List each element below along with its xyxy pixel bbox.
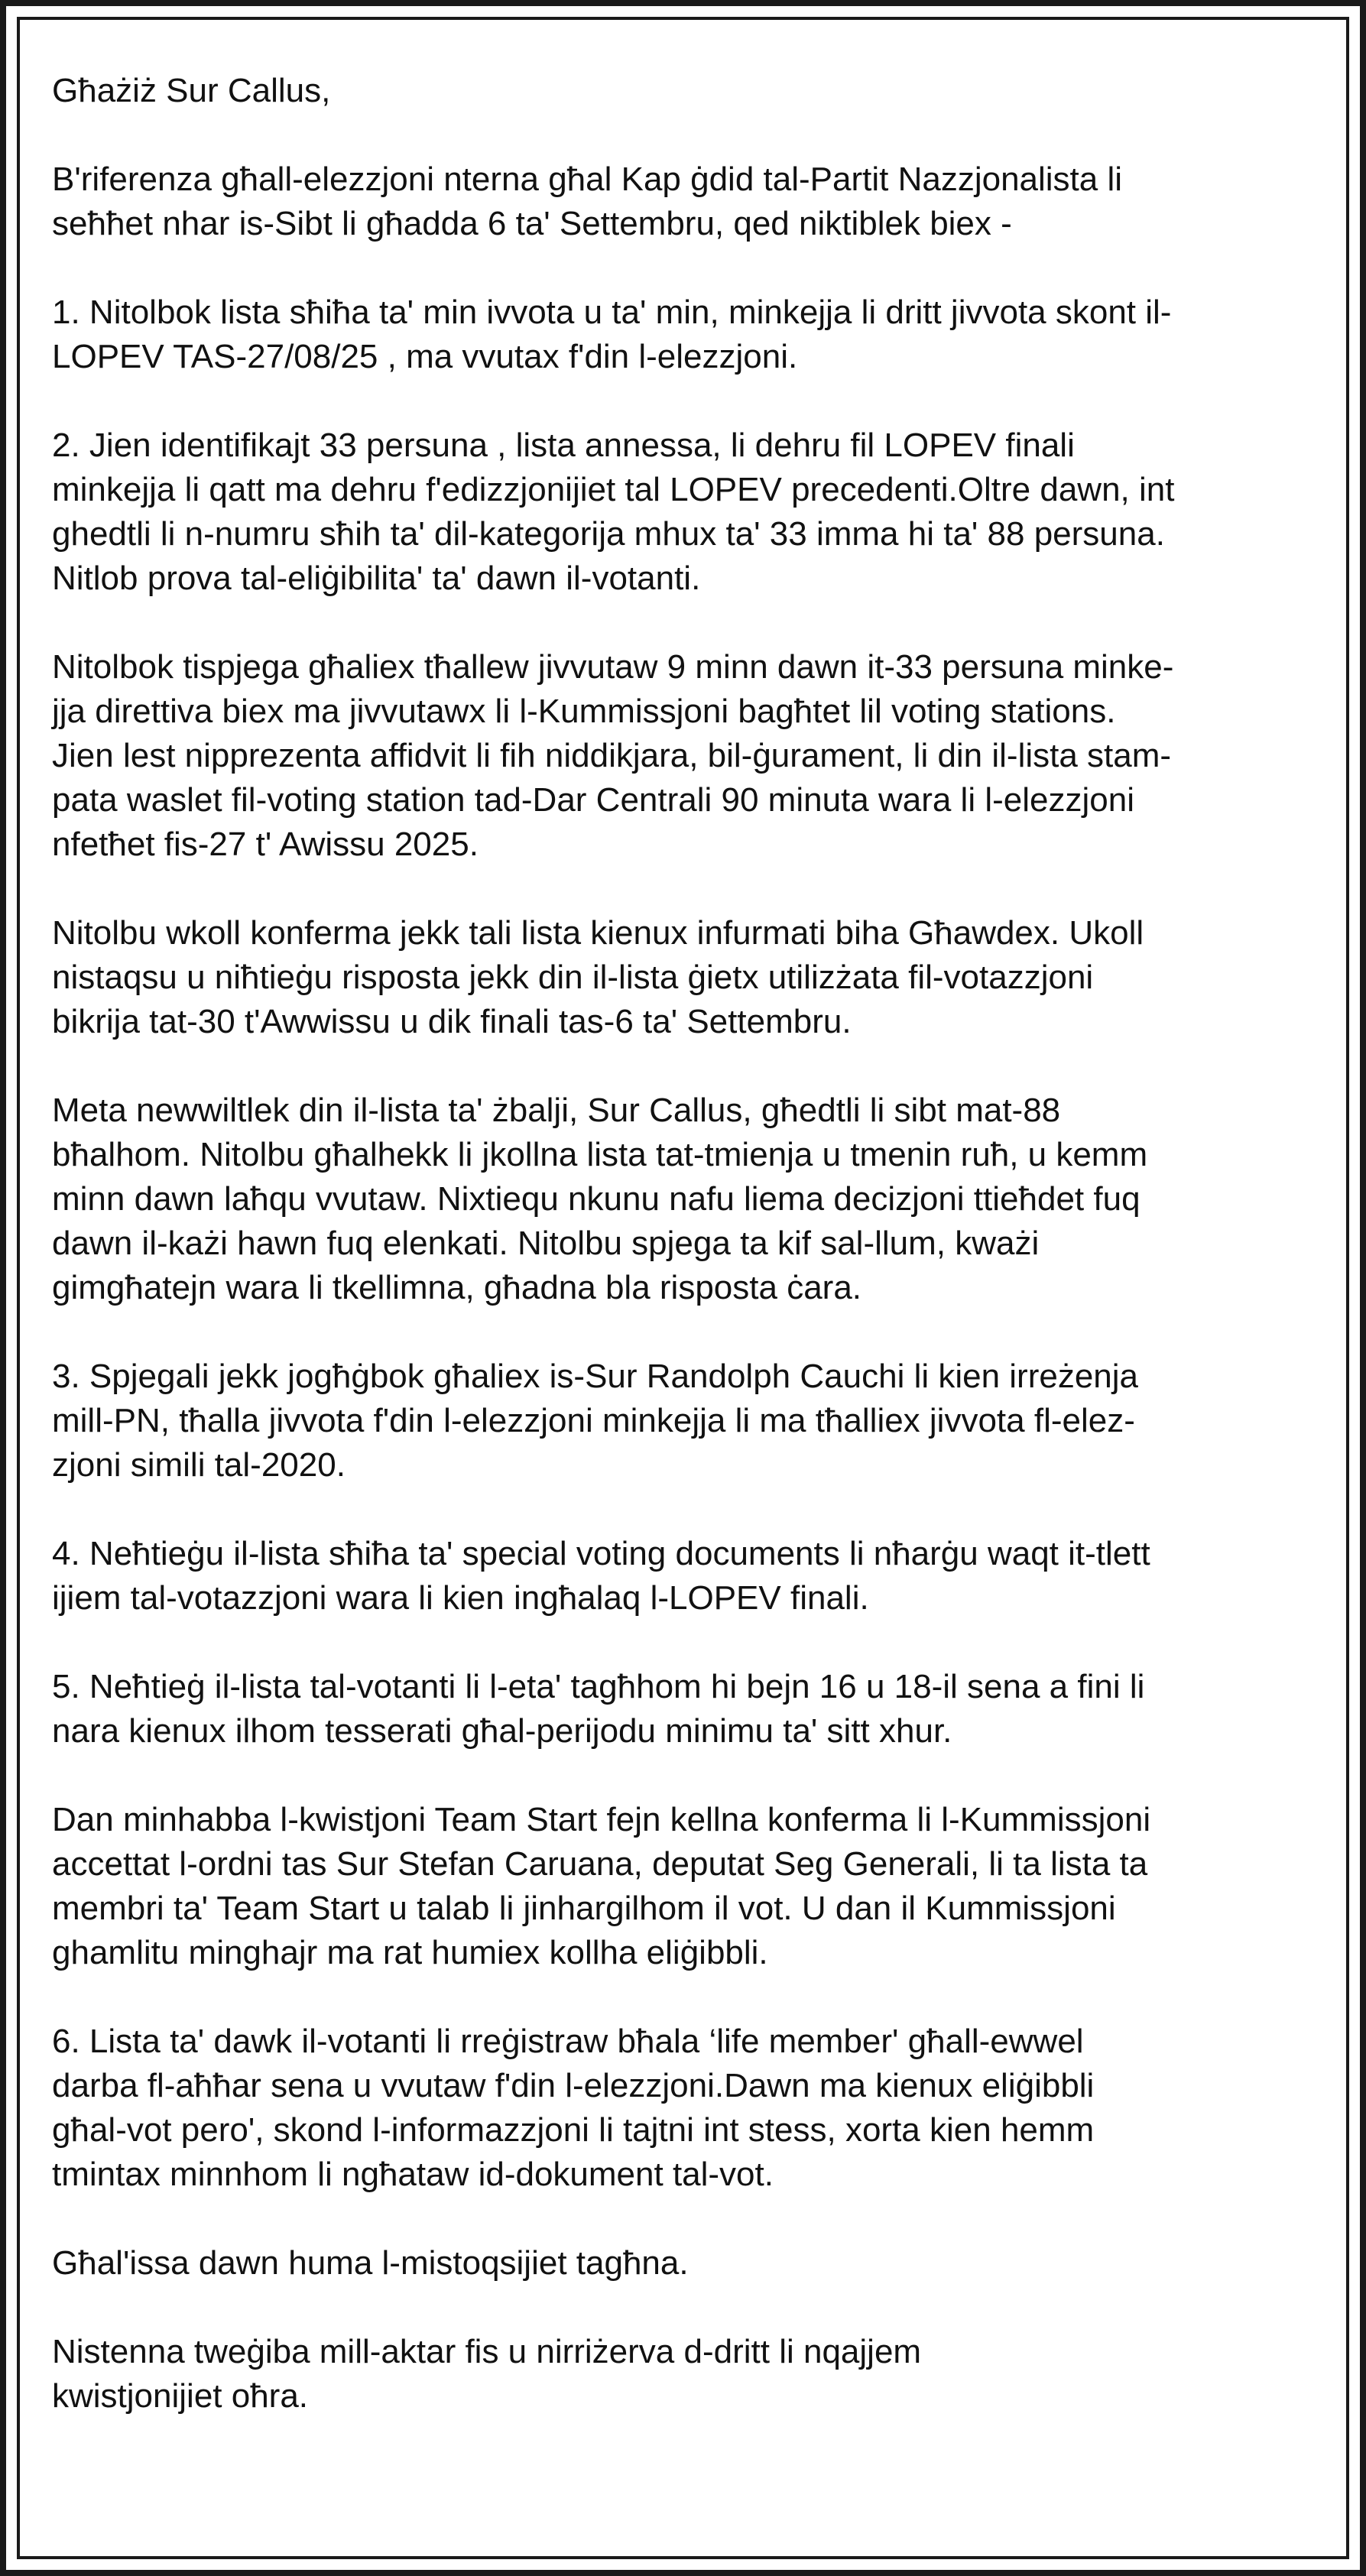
paragraph-point-2: 2. Jien identifikajt 33 persuna , lista annessa, li dehru fil LOPEV finali minkejja li qatt ma dehru f'edizzjonijiet tal LOPEV precedenti.Oltre dawn, int ghedtli li n-numru sħih ta' dil-kategorija mhux ta' 33 imma hi ta' 88 persuna. Nitlob prova tal-eliġibilita' ta' dawn il-votanti. bbox=[52, 427, 1175, 597]
paragraph-point-4: 4. Neħtieġu il-lista sħiħa ta' special voting documents li nħarġu waqt it-tlett ijiem tal-votazzjoni wara li kien ingħalaq l-LOPEV finali. bbox=[52, 1535, 1150, 1617]
paragraph-point-3: 3. Spjegali jekk jogħġbok għaliex is-Sur Randolph Cauchi li kien irreżenja mill-PN, tħalla jivvota f'din l-elezzjoni minkejja li ma tħalliex jivvota fl-elez- zjoni simili tal-2020. bbox=[52, 1358, 1139, 1484]
letter-body bbox=[52, 69, 1336, 2419]
paragraph-point-2-followup: Nitolbok tispjega għaliex tħallew jivvutaw 9 minn dawn it-33 persuna minke- jja direttiva biex ma jivvutawx li l-Kummissjoni bagħtet lil voting stations. Jien lest nipprezenta affidvit li fih niddikjara, bil-ġurament, li din il-lista stam- pata waslet fil-voting station tad-Dar Centrali 90 minuta wara li l-elezzjoni nfetħet fis-27 t' Awissu 2025. bbox=[52, 648, 1174, 863]
paragraph-point-5: 5. Neħtieġ il-lista tal-votanti li l-eta' tagħhom hi bejn 16 u 18-il sena a fini li nara kienux ilhom tesserati għal-perijodu minimu ta' sitt xhur. bbox=[52, 1668, 1145, 1750]
paragraph-intro: B'riferenza għall-elezzjoni nterna għal Kap ġdid tal-Partit Nazzjonalista li seħħet nhar is-Sibt li għadda 6 ta' Settembru, qed niktiblek biex - bbox=[52, 161, 1123, 242]
paragraph-team-start: Dan minhabba l-kwistjoni Team Start fejn kellna konferma li l-Kummissjoni accettat l-ordni tas Sur Stefan Caruana, deputat Seg Generali, li ta lista ta membri ta' Team Start u talab li jinhargilhom il vot. U dan il Kummissjoni ghamlitu minghajr ma rat humiex kollha eliġibbli. bbox=[52, 1801, 1151, 1971]
paragraph-summary: Għal'issa dawn huma l-mistoqsijiet tagħna. bbox=[52, 2244, 689, 2282]
paragraph-closing: Nistenna tweġiba mill-aktar fis u nirriżerva d-dritt li nqajjem kwistjonijiet oħra. bbox=[52, 2333, 922, 2415]
paragraph-88-errors: Meta newwiltlek din il-lista ta' żbalji, Sur Callus, għedtli li sibt mat-88 bħalhom. Nitolbu għalhekk li jkollna lista tat-tmienja u tmenin ruħ, u kemm minn dawn laħqu vvutaw. Nixtiequ nkunu nafu liema decizjoni ttieħdet fuq dawn il-każi hawn fuq elenkati. Nitolbu spjega ta kif sal-llum, kważi gimgħatejn wara li tkellimna, għadna bla risposta ċara. bbox=[52, 1092, 1148, 1306]
letter-greeting: Għażiż Sur Callus, bbox=[52, 72, 331, 109]
paragraph-point-1: 1. Nitolbok lista sħiħa ta' min ivvota u ta' min, minkejja li dritt jivvota skont il- LOPEV TAS-27/08/25 , ma vvutax f'din l-elezzjoni. bbox=[52, 294, 1172, 375]
paragraph-point-6: 6. Lista ta' dawk il-votanti li rreġistraw bħala ‘life member' għall-ewwel darba fl-aħħar sena u vvutaw f'din l-elezzjoni.Dawn ma kienux eliġibbli għal-vot pero', skond l-informazzjoni li tajtni int stess, xorta kien hemm tmintax minnhom li ngħataw id-dokument tal-vot. bbox=[52, 2023, 1095, 2193]
paragraph-gozo-request: Nitolbu wkoll konferma jekk tali lista kienux infurmati biha Għawdex. Ukoll nistaqsu u niħtieġu risposta jekk din il-lista ġietx utilizżata fil-votazzjoni bikrija tat-30 t'Awwissu u dik finali tas-6 ta' Settembru. bbox=[52, 914, 1144, 1040]
